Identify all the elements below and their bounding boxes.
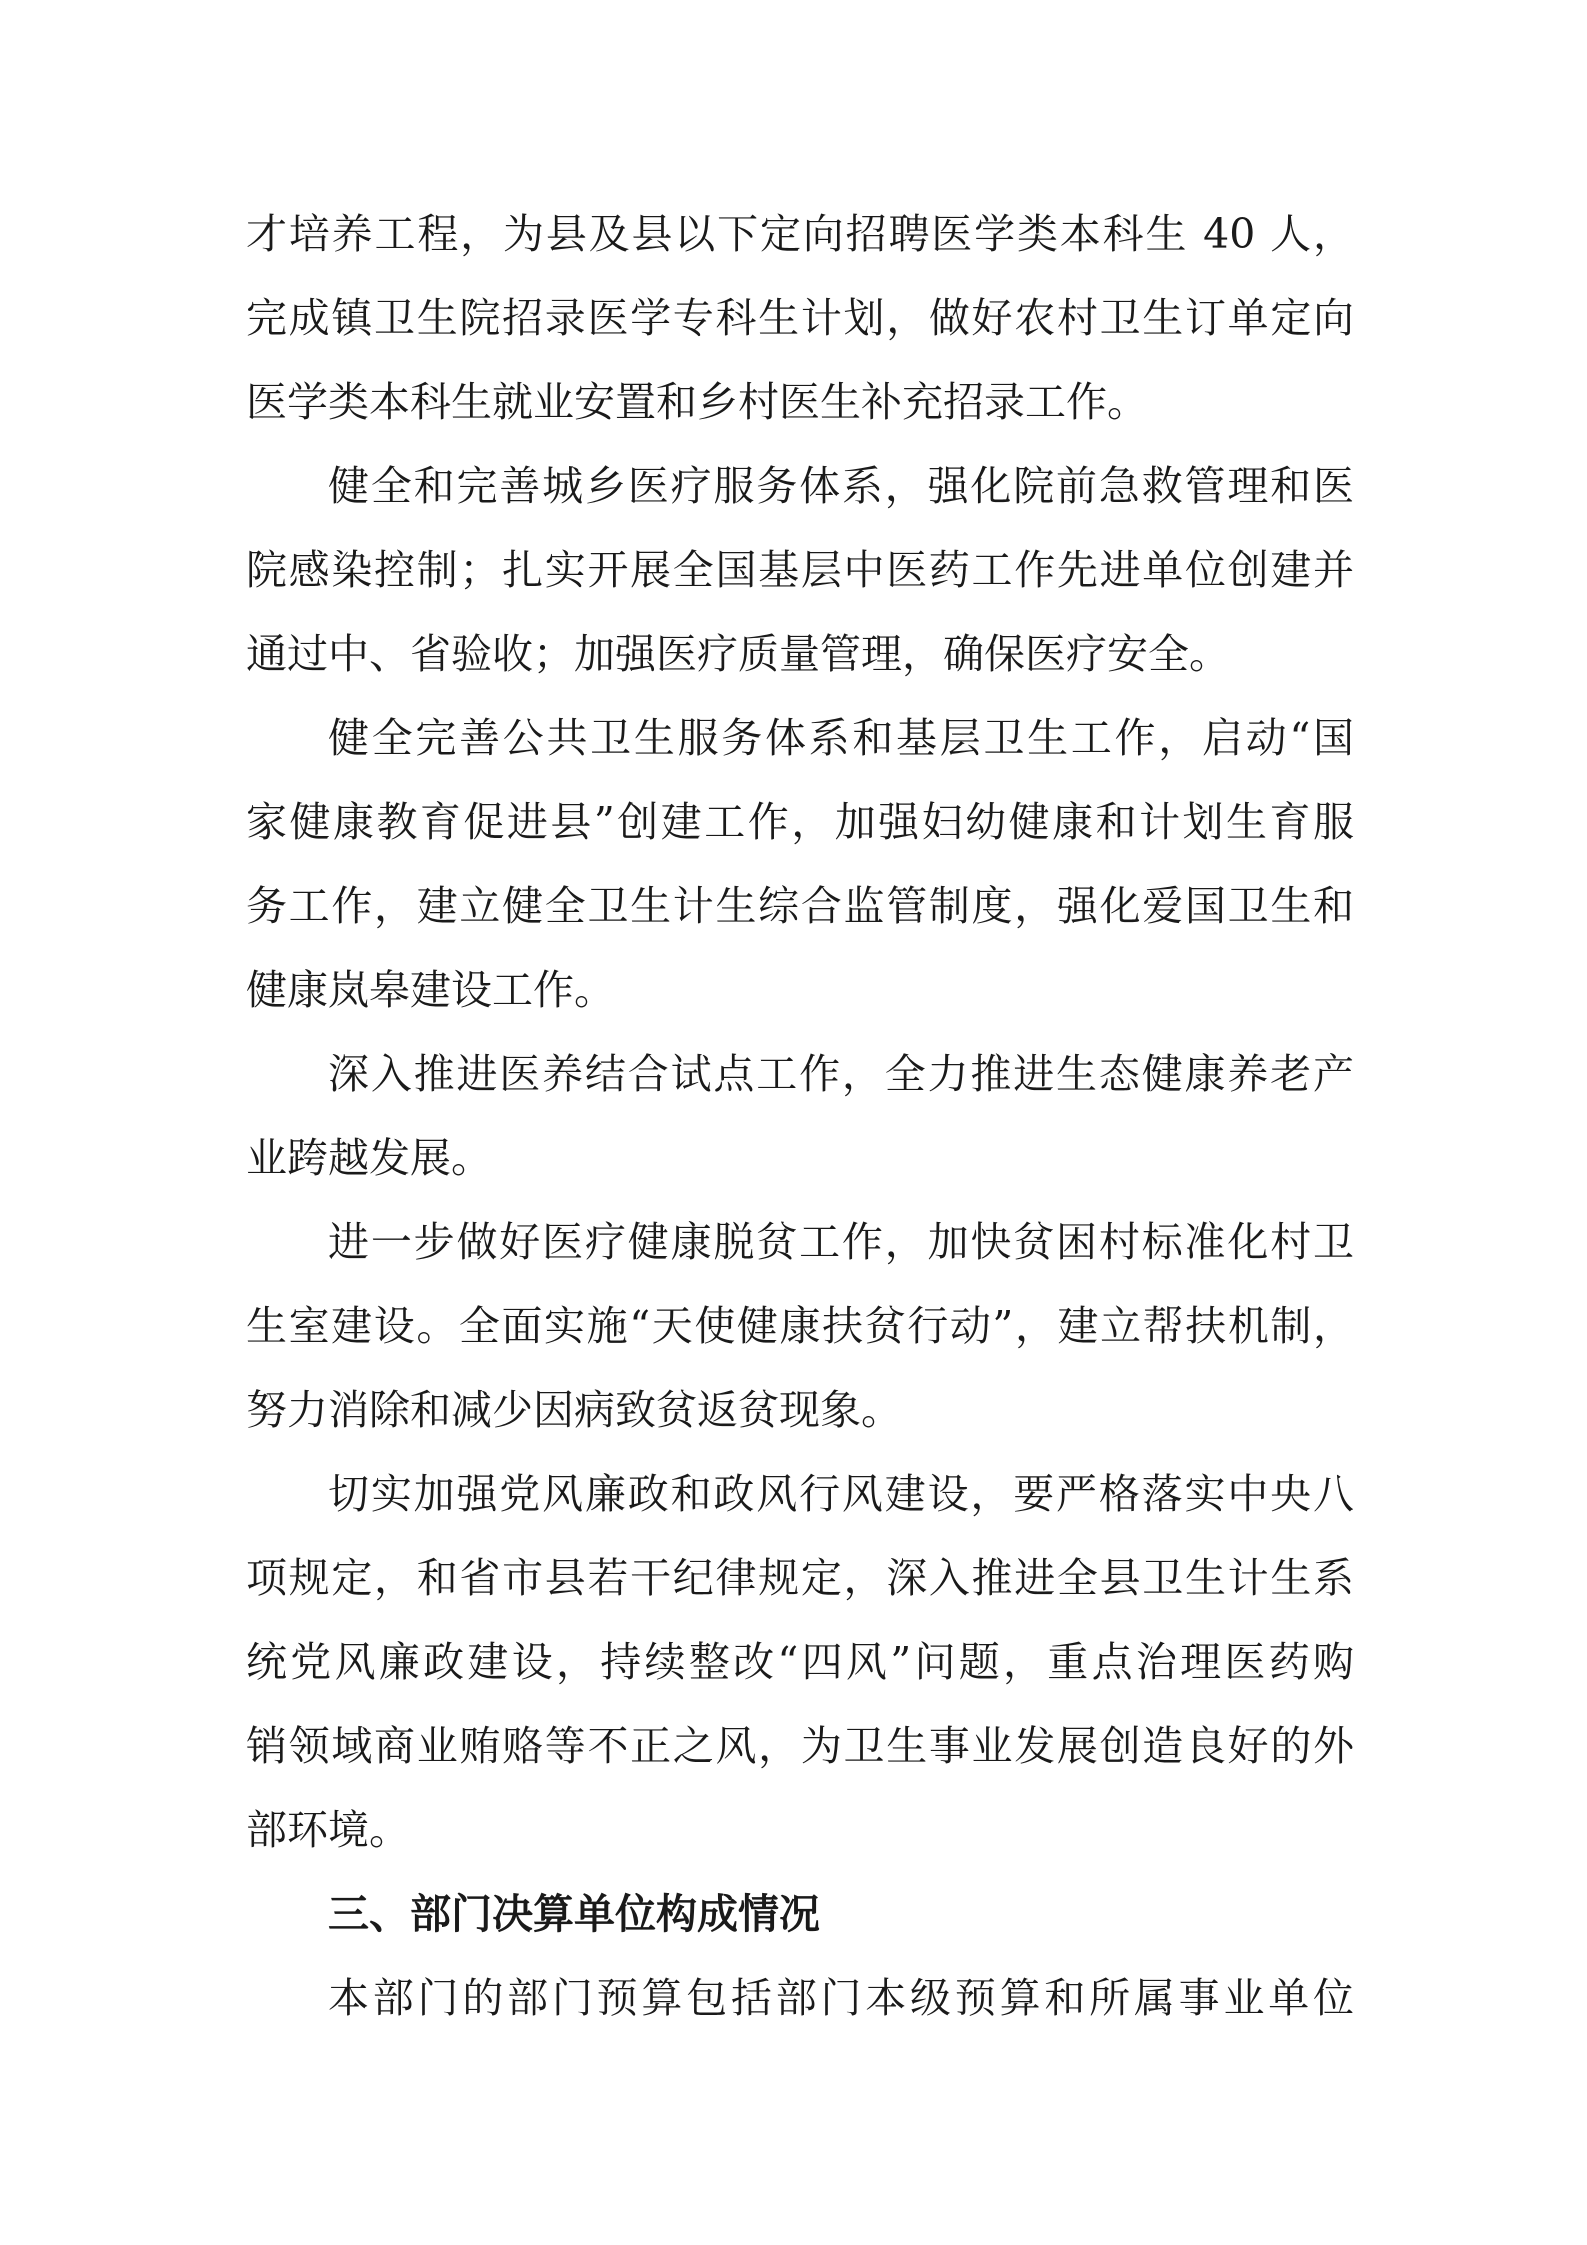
paragraph-line: 健康岚皋建设工作。	[246, 966, 615, 1014]
paragraph-line: 通过中、省验收；加强医疗质量管理，确保医疗安全。	[246, 630, 1230, 678]
paragraph-line: 才培养工程，为县及县以下定向招聘医学类本科生 40 人，	[246, 210, 1354, 258]
paragraph-line: 医学类本科生就业安置和乡村医生补充招录工作。	[246, 378, 1148, 426]
section-heading: 三、部门决算单位构成情况	[328, 1890, 820, 1938]
paragraph-line: 院感染控制；扎实开展全国基层中医药工作先进单位创建并	[246, 546, 1354, 594]
paragraph-line: 健全和完善城乡医疗服务体系，强化院前急救管理和医	[328, 462, 1354, 510]
paragraph-line: 完成镇卫生院招录医学专科生计划，做好农村卫生订单定向	[246, 294, 1354, 342]
paragraph-line: 本部门的部门预算包括部门本级预算和所属事业单位	[328, 1974, 1354, 2022]
paragraph-line: 进一步做好医疗健康脱贫工作，加快贫困村标准化村卫	[328, 1218, 1354, 1266]
paragraph-line: 统党风廉政建设，持续整改“四风”问题，重点治理医药购	[246, 1638, 1354, 1686]
paragraph-line: 切实加强党风廉政和政风行风建设，要严格落实中央八	[328, 1470, 1354, 1518]
paragraph-line: 深入推进医养结合试点工作，全力推进生态健康养老产	[328, 1050, 1354, 1098]
paragraph-line: 家健康教育促进县”创建工作，加强妇幼健康和计划生育服	[246, 798, 1354, 846]
paragraph-line: 部环境。	[246, 1806, 410, 1854]
paragraph-line: 务工作，建立健全卫生计生综合监管制度，强化爱国卫生和	[246, 882, 1354, 930]
paragraph-line: 努力消除和减少因病致贫返贫现象。	[246, 1386, 902, 1434]
paragraph-line: 生室建设。全面实施“天使健康扶贫行动”，建立帮扶机制，	[246, 1302, 1354, 1350]
paragraph-line: 健全完善公共卫生服务体系和基层卫生工作，启动“国	[328, 714, 1354, 762]
paragraph-line: 项规定，和省市县若干纪律规定，深入推进全县卫生计生系	[246, 1554, 1354, 1602]
paragraph-line: 销领域商业贿赂等不正之风，为卫生事业发展创造良好的外	[246, 1722, 1354, 1770]
paragraph-line: 业跨越发展。	[246, 1134, 492, 1182]
